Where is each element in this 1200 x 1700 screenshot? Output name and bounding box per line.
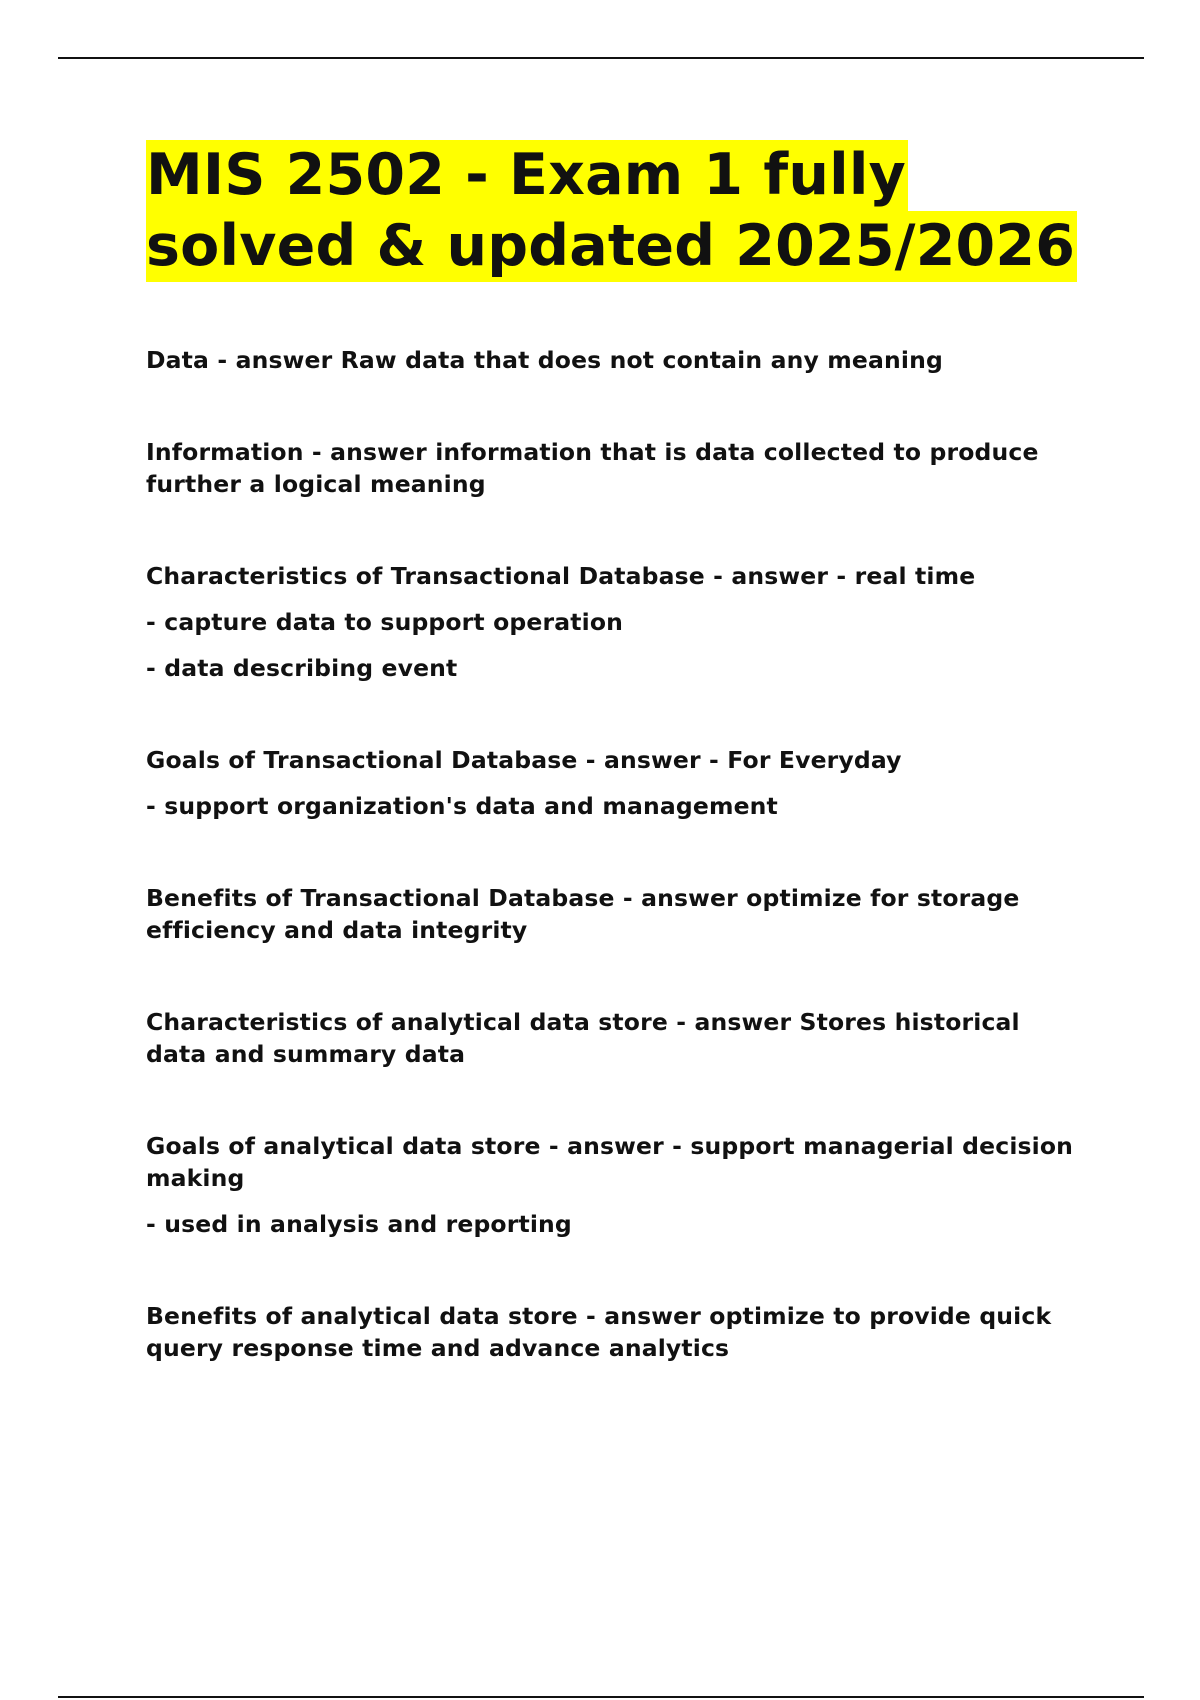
qa-line: - capture data to support operation [146, 608, 624, 636]
qa-line: Goals of Transactional Database - answer - For Everyday [146, 746, 902, 774]
qa-line: - used in analysis and reporting [146, 1210, 572, 1238]
qa-list [146, 344, 1086, 1364]
document-body [146, 140, 1086, 1424]
bottom-rule [58, 1696, 1144, 1698]
qa-line: - data describing event [146, 654, 458, 682]
qa-entry-analytical-characteristics [146, 1006, 1086, 1070]
qa-entry-transactional-goals [146, 744, 1086, 822]
qa-line: Characteristics of Transactional Database - answer - real time [146, 562, 976, 590]
qa-entry-transactional-characteristics [146, 560, 1086, 684]
qa-line: Data - answer Raw data that does not contain any meaning [146, 346, 943, 374]
qa-line: Characteristics of analytical data store - answer Stores historical data and summary data [146, 1008, 1020, 1068]
qa-line: Goals of analytical data store - answer - support managerial decision making [146, 1132, 1074, 1192]
qa-line: Benefits of analytical data store - answer optimize to provide quick query response time and advance analytics [146, 1302, 1052, 1362]
qa-line: Information - answer information that is data collected to produce further a logical meaning [146, 438, 1039, 498]
document-title [146, 140, 1086, 282]
qa-entry-transactional-benefits [146, 882, 1086, 946]
top-rule [58, 57, 1144, 59]
title-line-1: MIS 2502 - Exam 1 fully [146, 140, 908, 211]
qa-line: Benefits of Transactional Database - answer optimize for storage efficiency and data integrity [146, 884, 1020, 944]
qa-entry-analytical-goals [146, 1130, 1086, 1240]
qa-entry-information [146, 436, 1086, 500]
qa-entry-analytical-benefits [146, 1300, 1086, 1364]
qa-line: - support organization's data and management [146, 792, 778, 820]
qa-entry-data [146, 344, 1086, 376]
title-line-2: solved & updated 2025/2026 [146, 211, 1077, 282]
